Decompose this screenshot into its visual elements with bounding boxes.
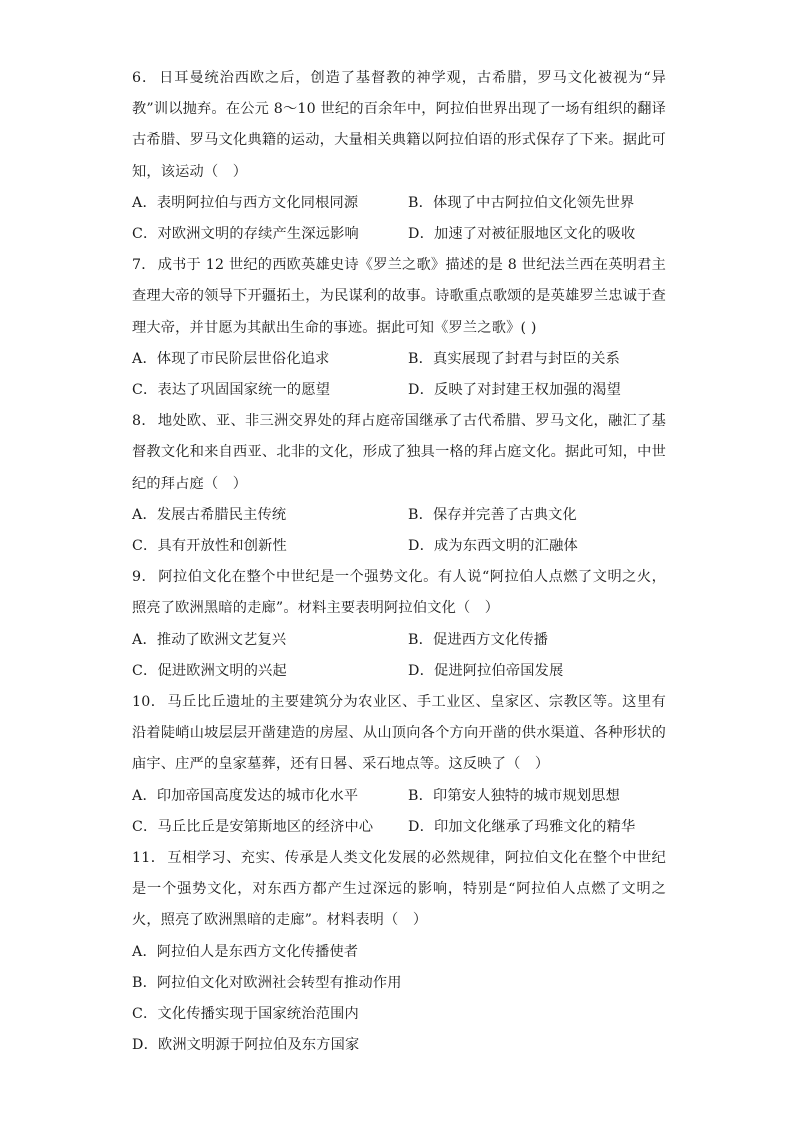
question-10-option-c[interactable]: C．马丘比丘是安第斯地区的经济中心 xyxy=(132,818,374,835)
question-7-number: 7． xyxy=(132,257,156,274)
question-8-option-c[interactable]: C．具有开放性和创新性 xyxy=(132,538,287,555)
question-7-text: 成书于 12 世纪的西欧英雄史诗《罗兰之歌》描述的是 8 世纪法兰西在英明君主查理大帝的领导下开疆拓土，为民谋利的故事。诗歌重点歌颂的是英雄罗兰忠诚于查理大帝，并甘愿为其献出生命的事迹。据此可知《罗兰之歌》( ) xyxy=(132,257,666,336)
question-7 xyxy=(132,250,666,406)
question-6 xyxy=(132,63,666,250)
question-7-option-c[interactable]: C．表达了巩固国家统一的愿望 xyxy=(132,382,331,399)
question-8-options-row-2 xyxy=(132,531,666,562)
question-8-stem xyxy=(132,406,666,500)
question-6-stem xyxy=(132,63,666,188)
question-7-stem xyxy=(132,250,666,344)
question-6-text: 日耳曼统治西欧之后，创造了基督教的神学观，古希腊，罗马文化被视为“异教”训以抛弃。在公元 8～10 世纪的百余年中，阿拉伯世界出现了一场有组织的翻译古希腊、罗马文化典籍的运动，大量相关典籍以阿拉伯语的形式保存了下来。据此可知，该运动（ ） xyxy=(132,70,666,180)
question-11-option-b[interactable]: B．阿拉伯文化对欧洲社会转型有推动作用 xyxy=(132,974,402,991)
question-6-option-b[interactable]: B．体现了中古阿拉伯文化领先世界 xyxy=(408,194,635,211)
question-6-number: 6． xyxy=(132,70,158,86)
question-10-text: 马丘比丘遗址的主要建筑分为农业区、手工业区、皇家区、宗教区等。这里有沿着陡峭山坡层层开凿建造的房屋、从山顶向各个方向开凿的供水渠道、各种形状的庙宇、庄严的皇家墓葬，还有日晷、采石地点等。这反映了（ ） xyxy=(132,694,666,773)
question-7-option-a[interactable]: A．体现了市民阶层世俗化追求 xyxy=(132,350,330,367)
question-10-number: 10． xyxy=(132,694,166,711)
question-11-option-a[interactable]: A．阿拉伯人是东西方文化传播使者 xyxy=(132,943,359,960)
question-8-option-b[interactable]: B．保存并完善了古典文化 xyxy=(408,506,577,523)
question-10-option-d[interactable]: D．印加文化继承了玛雅文化的精华 xyxy=(408,818,636,835)
question-9-option-b[interactable]: B．促进西方文化传播 xyxy=(408,631,549,648)
question-10-option-a[interactable]: A．印加帝国高度发达的城市化水平 xyxy=(132,787,359,804)
question-8 xyxy=(132,406,666,562)
question-10-options-row-2 xyxy=(132,812,666,843)
question-6-option-a[interactable]: A．表明阿拉伯与西方文化同根同源 xyxy=(132,194,359,211)
question-8-option-a[interactable]: A．发展古希腊民主传统 xyxy=(132,506,287,523)
question-8-option-d[interactable]: D．成为东西文明的汇融体 xyxy=(408,538,578,555)
question-6-option-d[interactable]: D．加速了对被征服地区文化的吸收 xyxy=(408,226,636,243)
question-6-options-row-1 xyxy=(132,188,666,219)
question-8-options-row-1 xyxy=(132,500,666,531)
question-11-stem xyxy=(132,843,666,937)
question-11-number: 11． xyxy=(132,850,166,867)
question-7-options-row-1 xyxy=(132,344,666,375)
question-6-option-c[interactable]: C．对欧洲文明的存续产生深远影响 xyxy=(132,226,359,243)
question-list xyxy=(132,63,666,1062)
question-9-number: 9． xyxy=(132,569,157,586)
question-10-options-row-1 xyxy=(132,781,666,812)
question-10-option-b[interactable]: B．印第安人独特的城市规划思想 xyxy=(408,787,621,804)
question-11-text: 互相学习、充实、传承是人类文化发展的必然规律，阿拉伯文化在整个中世纪是一个强势文化，对东西方都产生过深远的影响，特别是“阿拉伯人点燃了文明之火，照亮了欧洲黑暗的走廊”。材料表明（ ） xyxy=(132,850,666,929)
question-6-options-row-2 xyxy=(132,219,666,250)
question-8-number: 8． xyxy=(132,413,156,430)
question-11-option-c[interactable]: C．文化传播实现于国家统治范围内 xyxy=(132,1006,359,1023)
question-9-text: 阿拉伯文化在整个中世纪是一个强势文化。有人说“阿拉伯人点燃了文明之火，照亮了欧洲黑暗的走廊”。材料主要表明阿拉伯文化（ ） xyxy=(132,569,666,617)
question-7-option-b[interactable]: B．真实展现了封君与封臣的关系 xyxy=(408,350,621,367)
question-7-option-d[interactable]: D．反映了对封建王权加强的渴望 xyxy=(408,382,622,399)
question-9-option-a[interactable]: A．推动了欧洲文艺复兴 xyxy=(132,631,287,648)
question-9-stem xyxy=(132,562,666,624)
question-9-options-row-1 xyxy=(132,625,666,656)
question-7-options-row-2 xyxy=(132,375,666,406)
question-10-stem xyxy=(132,687,666,781)
question-9 xyxy=(132,562,666,687)
question-9-option-c[interactable]: C．促进欧洲文明的兴起 xyxy=(132,662,287,679)
question-9-option-d[interactable]: D．促进阿拉伯帝国发展 xyxy=(408,662,564,679)
question-10 xyxy=(132,687,666,843)
question-11-option-d[interactable]: D．欧洲文明源于阿拉伯及东方国家 xyxy=(132,1037,360,1054)
question-11 xyxy=(132,843,666,1061)
question-9-options-row-2 xyxy=(132,656,666,687)
question-8-text: 地处欧、亚、非三洲交界处的拜占庭帝国继承了古代希腊、罗马文化，融汇了基督教文化和来自西亚、北非的文化，形成了独具一格的拜占庭文化。据此可知，中世纪的拜占庭（ ） xyxy=(132,413,666,492)
